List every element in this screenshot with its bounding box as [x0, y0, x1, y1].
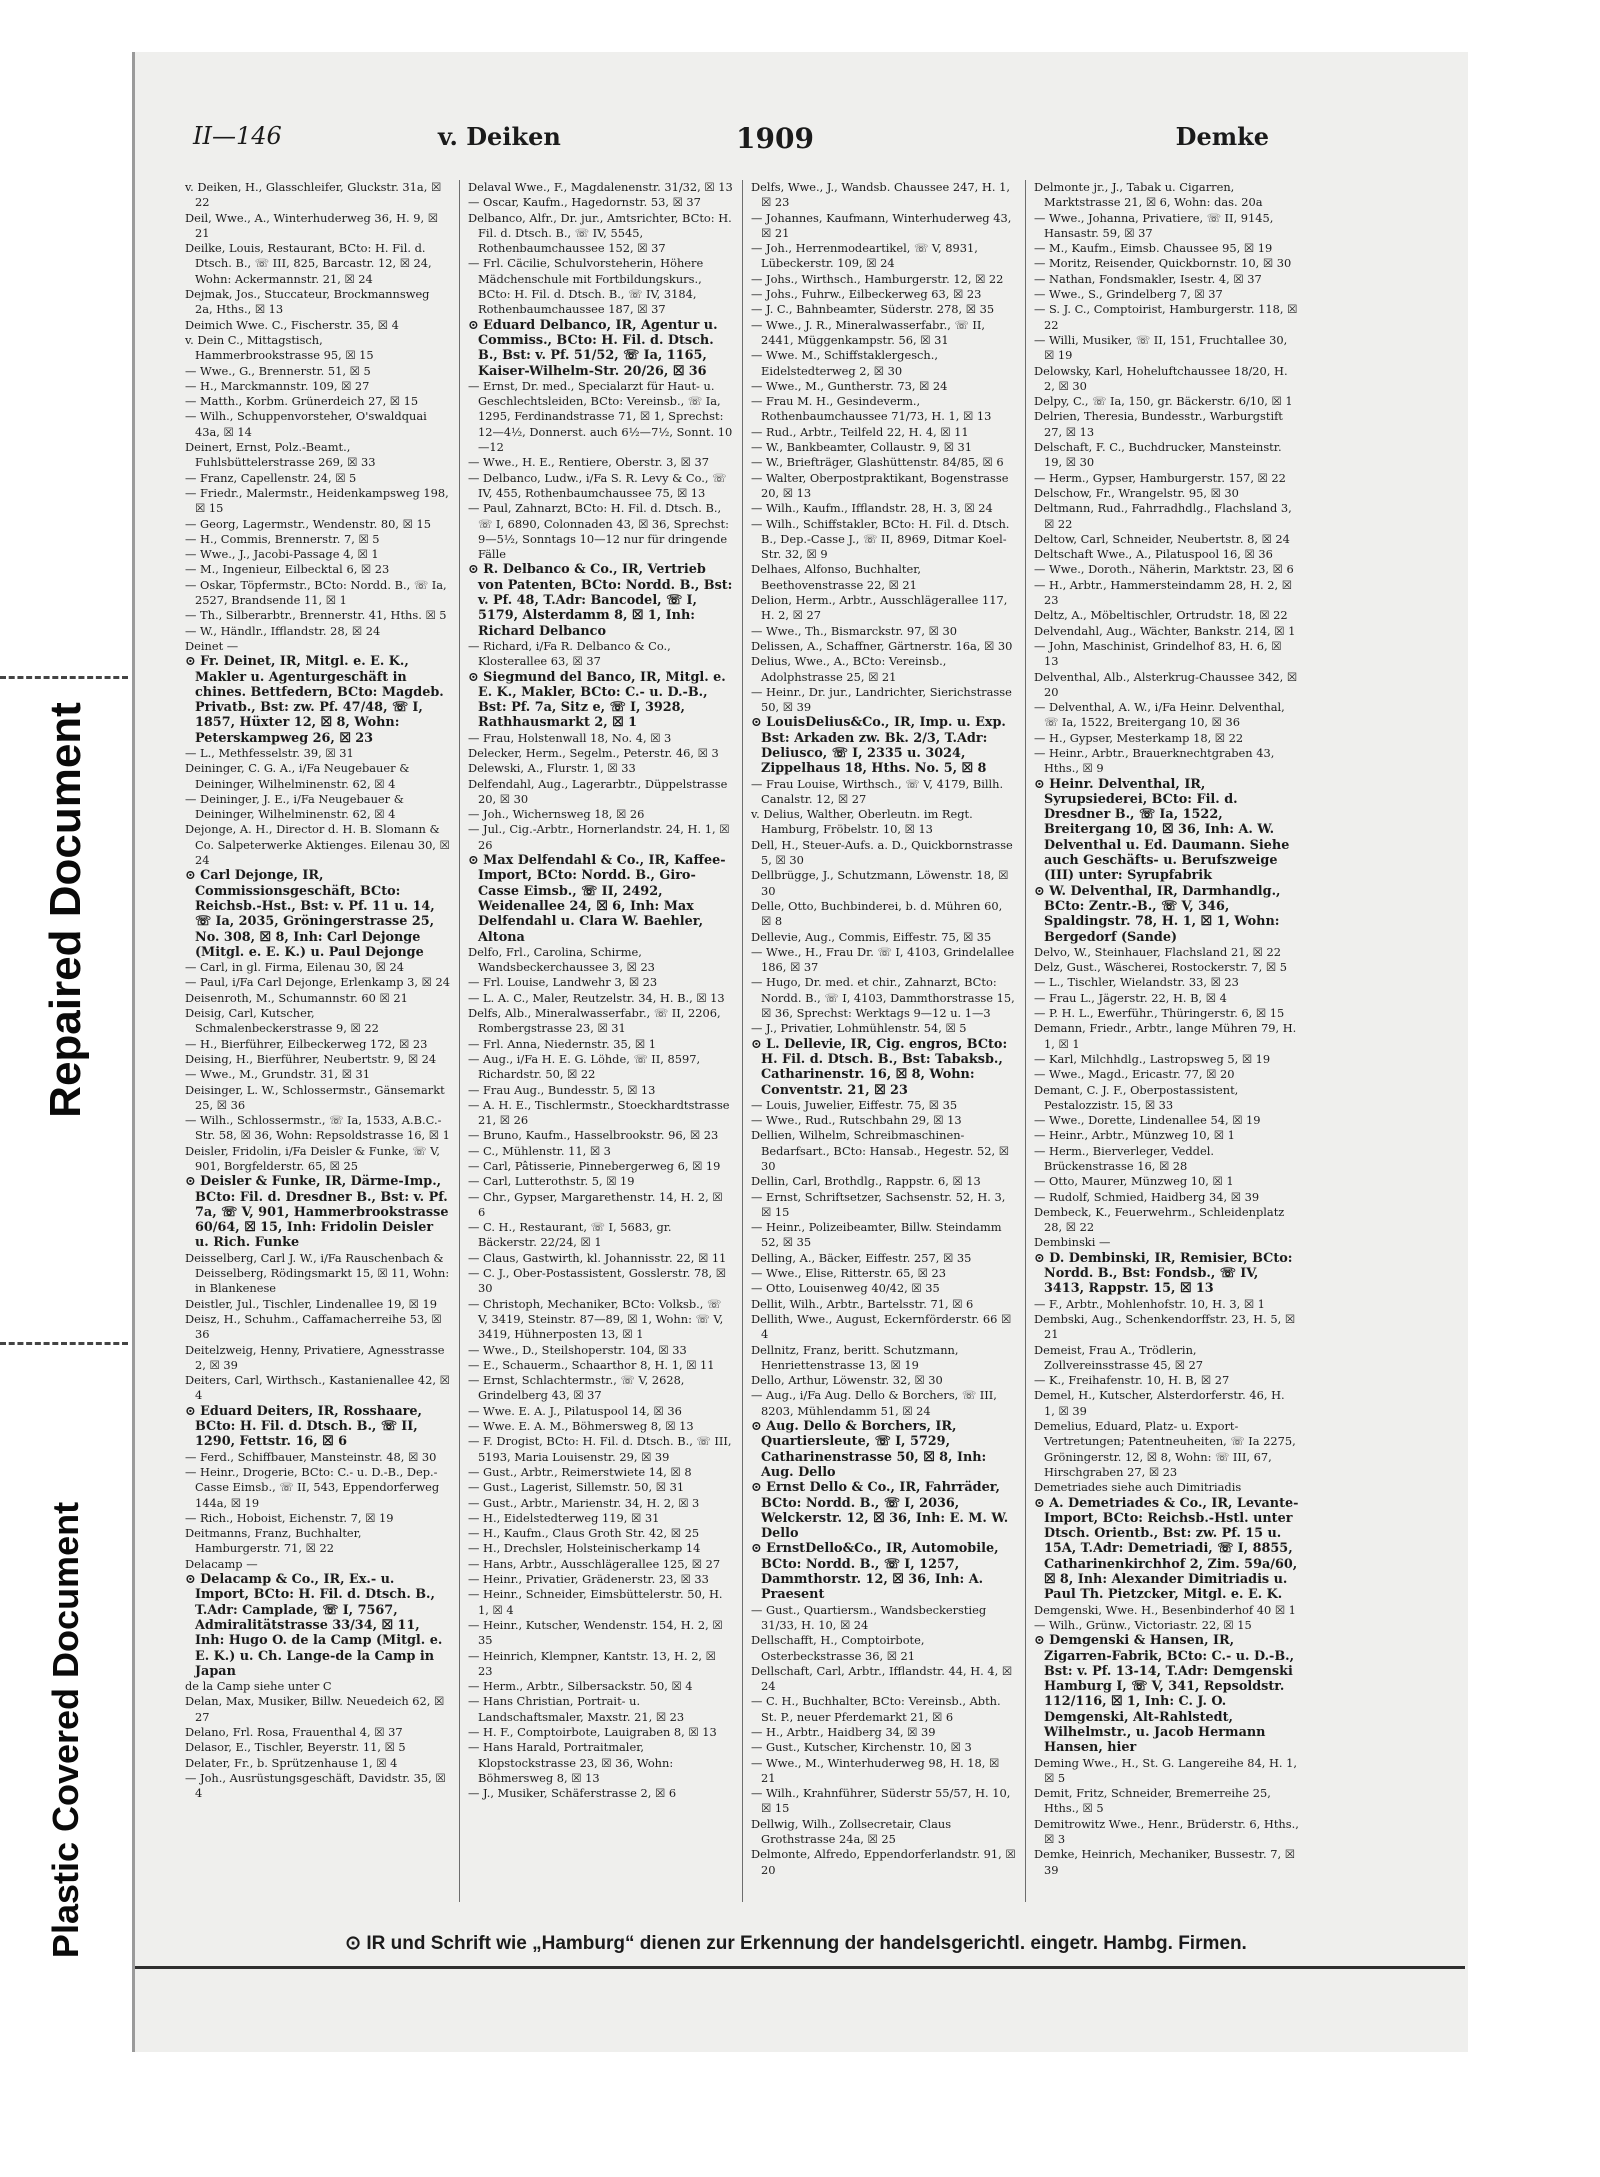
directory-entry: — J., Musiker, Schäferstrasse 2, ☒ 6	[468, 1786, 677, 1801]
directory-entry: — Wwe., Th., Bismarckstr. 97, ☒ 30	[751, 623, 957, 638]
directory-entry: — M., Kaufm., Eimsb. Chaussee 95, ☒ 19	[1034, 241, 1273, 256]
directory-entry: Deltz, A., Möbeltischler, Ortrudstr. 18, ☒ 22	[1034, 608, 1288, 623]
directory-entry: Dembinski —	[1034, 1235, 1111, 1250]
directory-entry: Deiters, Carl, Wirthsch., Kastanienallee 42, ☒ 4	[185, 1373, 450, 1403]
directory-entry: — Ernst, Dr. med., Specialarzt für Haut- u. Geschlechtsleiden, BCto: Vereinsb., ☏ Ia, 1295, Ferdinandstrasse 71, ☒ 1, Sprechst: 12—4½, Donnerst. auch 6½—7½, Sonnt. 10—12	[468, 378, 733, 455]
column-rule	[742, 180, 743, 1902]
directory-entry: — Rudolf, Schmied, Haidberg 34, ☒ 39	[1034, 1189, 1260, 1204]
directory-entry: — L., Tischler, Wielandstr. 33, ☒ 23	[1034, 975, 1239, 990]
directory-entry: — Wwe., D., Steilshoperstr. 104, ☒ 33	[468, 1342, 687, 1357]
directory-entry: — H., Kaufm., Claus Groth Str. 42, ☒ 25	[468, 1526, 700, 1541]
directory-entry: — Delventhal, A. W., i/Fa Heinr. Delventhal, ☏ Ia, 1522, Breitergang 10, ☒ 36	[1034, 700, 1285, 730]
directory-entry: v. Delius, Walther, Oberleutn. im Regt. Hamburg, Fröbelstr. 10, ☒ 13	[751, 807, 973, 837]
directory-entry: — A. H. E., Tischlermstr., Stoeckhardtstrasse 21, ☒ 26	[468, 1097, 730, 1128]
directory-entry: Dellevie, Aug., Commis, Eiffestr. 75, ☒ 35	[751, 929, 992, 944]
directory-entry: — Herm., Arbtr., Silbersackstr. 50, ☒ 4	[468, 1679, 693, 1694]
directory-entry: — Heinr., Arbtr., Münzweg 10, ☒ 1	[1034, 1128, 1235, 1143]
directory-entry: Delrien, Theresia, Bundesstr., Warburgstift 27, ☒ 13	[1034, 409, 1283, 439]
directory-entry: — Wwe., H. E., Rentiere, Oberstr. 3, ☒ 37	[468, 455, 709, 470]
directory-entry: — J., Privatier, Lohmühlenstr. 54, ☒ 5	[751, 1021, 967, 1036]
directory-entry: Demetriades siehe auch Dimitriadis	[1034, 1480, 1242, 1495]
directory-entry: — Wilh., Grünw., Victoriastr. 22, ☒ 15	[1034, 1617, 1252, 1632]
directory-entry: — Wwe. E. A. M., Böhmersweg 8, ☒ 13	[468, 1419, 694, 1434]
directory-entry: — Frl. Cäcilie, Schulvorsteherin, Höhere Mädchenschule mit Fortbildungskurs., BCto: H. Fil. d. Dtsch. B., ☏ IV, 3184, Rothenbaumchaussee 187, ☒ 37	[468, 256, 704, 317]
firm-entry: ⊙ Eduard Deiters, IR, Rosshaare, BCto: H. Fil. d. Dtsch. B., ☏ II, 1290, Fettstr. 16, ☒ 6	[185, 1403, 422, 1450]
column-rule	[1025, 180, 1026, 1902]
directory-entry: Deitmanns, Franz, Buchhalter, Hamburgerstr. 71, ☒ 22	[185, 1526, 362, 1556]
directory-entry: — Gust., Arbtr., Marienstr. 34, H. 2, ☒ 3	[468, 1495, 700, 1510]
directory-entry: Delventhal, Alb., Alsterkrug-Chaussee 342, ☒ 20	[1034, 669, 1298, 699]
directory-entry: Dellbrügge, J., Schutzmann, Löwenstr. 18, ☒ 30	[751, 868, 1009, 898]
directory-entry: Dellit, Wilh., Arbtr., Bartelsstr. 71, ☒ 6	[751, 1296, 974, 1311]
page-number: II—146	[193, 122, 282, 150]
directory-entry: Delano, Frl. Rosa, Frauenthal 4, ☒ 37	[185, 1724, 403, 1739]
directory-entry: — Wilh., Schiffstakler, BCto: H. Fil. d. Dtsch. B., Dep.-Casse J., ☏ II, 8969, Ditmar Koel-Str. 32, ☒ 9	[751, 516, 1010, 562]
directory-entry: — Wwe., M., Grundstr. 31, ☒ 31	[185, 1067, 371, 1082]
directory-entry: — C. J., Ober-Postassistent, Gosslerstr. 78, ☒ 30	[468, 1266, 726, 1296]
directory-entry: — John, Maschinist, Grindelhof 83, H. 6, ☒ 13	[1034, 638, 1282, 669]
directory-entry: — Claus, Gastwirth, kl. Johannisstr. 22, ☒ 11	[468, 1250, 727, 1265]
directory-entry: Delewski, A., Flurstr. 1, ☒ 33	[468, 761, 636, 776]
directory-entry: — Nathan, Fondsmakler, Isestr. 4, ☒ 37	[1034, 271, 1262, 286]
directory-entry: Demke, Heinrich, Mechaniker, Bussestr. 7, ☒ 39	[1034, 1847, 1295, 1877]
directory-entry: — Oskar, Töpfermstr., BCto: Nordd. B., ☏ Ia, 2527, Brandsende 11, ☒ 1	[185, 577, 447, 608]
directory-entry: — Heinr., Arbtr., Brauerknechtgraben 43, Hths., ☒ 9	[1034, 745, 1275, 776]
directory-entry: Deltschaft Wwe., A., Pilatuspool 16, ☒ 36	[1034, 547, 1273, 562]
firm-entry: ⊙ W. Delventhal, IR, Darmhandlg., BCto: Zentr.-B., ☏ V, 346, Spaldingstr. 78, H. 1, ☒ 1, Wohn: Bergedorf (Sande)	[1034, 883, 1281, 945]
directory-entry: — Wwe., Elise, Ritterstr. 65, ☒ 23	[751, 1266, 946, 1281]
directory-entry: — Wwe., H., Frau Dr. ☏ I, 4103, Grindelallee 186, ☒ 37	[751, 944, 1015, 975]
directory-entry: v. Dein C., Mittagstisch, Hammerbrookstrasse 95, ☒ 15	[185, 332, 374, 363]
column-3	[751, 180, 1016, 1902]
directory-entry: — J. C., Bahnbeamter, Süderstr. 278, ☒ 35	[751, 302, 995, 317]
directory-entry: Delacamp —	[185, 1556, 258, 1571]
directory-entry: — Frau M. H., Gesindeverm., Rothenbaumchaussee 71/73, H. 1, ☒ 13	[751, 394, 992, 424]
directory-entry: — Paul, Zahnarzt, BCto: H. Fil. d. Dtsch. B., ☏ I, 6890, Colonnaden 43, ☒ 36, Sprechst: 9—5½, Sonntags 10—12 nur für dringende Fälle	[468, 501, 729, 562]
directory-entry: de la Camp siehe unter C	[185, 1679, 332, 1694]
directory-entry: Delfs, Alb., Mineralwasserfabr., ☏ II, 2206, Rombergstrasse 23, ☒ 31	[468, 1006, 721, 1036]
directory-columns	[185, 180, 1299, 1902]
directory-entry: Delfs, Wwe., J., Wandsb. Chaussee 247, H. 1, ☒ 23	[751, 180, 1010, 210]
firm-entry: ⊙ Fr. Deinet, IR, Mitgl. e. E. K., Makler u. Agenturgeschäft in chines. Bettfedern, BCto: Magdeb. Privatb., Bst: zw. Pf. 47/48, ☏ I, 1857, Hüxter 12, ☒ 8, Wohn: Peterskampweg 26, ☒ 23	[185, 654, 444, 746]
directory-entry: Dembski, Aug., Schenkendorffstr. 23, H. 5, ☒ 21	[1034, 1311, 1296, 1342]
directory-entry: Dejmak, Jos., Stuccateur, Brockmannsweg 2a, Hths., ☒ 13	[185, 287, 430, 317]
directory-entry: Demit, Fritz, Schneider, Bremerreihe 25, Hths., ☒ 5	[1034, 1786, 1271, 1816]
directory-entry: Deinert, Ernst, Polz.-Beamt., Fuhlsbüttelerstrasse 269, ☒ 33	[185, 440, 376, 470]
directory-entry: — Frau Louise, Wirthsch., ☏ V, 4179, Billh. Canalstr. 12, ☒ 27	[751, 776, 1004, 806]
directory-entry: — Georg, Lagermstr., Wendenstr. 80, ☒ 15	[185, 516, 431, 531]
directory-entry: — Richard, i/Fa R. Delbanco & Co., Klosterallee 63, ☒ 37	[468, 638, 671, 669]
directory-entry: — Chr., Gypser, Margarethenstr. 14, H. 2, ☒ 6	[468, 1189, 723, 1219]
directory-entry: — Johannes, Kaufmann, Winterhuderweg 43, ☒ 21	[751, 210, 1012, 240]
directory-entry: — Oscar, Kaufm., Hagedornstr. 53, ☒ 37	[468, 195, 701, 210]
directory-entry: Dellwig, Wilh., Zollsecretair, Claus Grothstrasse 24a, ☒ 25	[751, 1816, 952, 1847]
directory-entry: — Ernst, Schlachtermstr., ☏ V, 2628, Grindelberg 43, ☒ 37	[468, 1373, 685, 1403]
directory-entry: — Wwe., Magd., Ericastr. 77, ☒ 20	[1034, 1067, 1235, 1082]
directory-entry: Dellien, Wilhelm, Schreibmaschinen-Bedarfsart., BCto: Hansab., Hegestr. 52, ☒ 30	[751, 1128, 1009, 1173]
directory-entry: Demeist, Frau A., Trödlerin, Zollvereinsstrasse 45, ☒ 27	[1034, 1342, 1204, 1372]
column-2	[468, 180, 733, 1902]
directory-entry: Delater, Fr., b. Sprützenhause 1, ☒ 4	[185, 1755, 398, 1770]
directory-entry: — C., Mühlenstr. 11, ☒ 3	[468, 1143, 611, 1158]
firm-entry: ⊙ LouisDelius&Co., IR, Imp. u. Exp. Bst: Arkaden zw. Bk. 2/3, T.Adr: Deliusco, ☏ I, 2335 u. 3024, Zippelhaus 18, Hths. No. 5, ☒ 8	[751, 715, 1006, 777]
directory-entry: — Ernst, Schriftsetzer, Sachsenstr. 52, H. 3, ☒ 15	[751, 1189, 1006, 1219]
directory-entry: — Wwe. E. A. J., Pilatuspool 14, ☒ 36	[468, 1403, 682, 1418]
directory-entry: — H., Arbtr., Haidberg 34, ☒ 39	[751, 1724, 936, 1739]
directory-entry: — Th., Silberarbtr., Brennerstr. 41, Hths. ☒ 5	[185, 608, 447, 623]
directory-entry: Delmonte jr., J., Tabak u. Cigarren, Marktstrasse 21, ☒ 6, Wohn: das. 20a	[1034, 180, 1263, 210]
directory-entry: — Willi, Musiker, ☏ II, 151, Fruchtallee 30, ☒ 19	[1034, 332, 1288, 363]
directory-entry: Deilke, Louis, Restaurant, BCto: H. Fil. d. Dtsch. B., ☏ III, 825, Barcastr. 12, ☒ 24, Wohn: Ackermannstr. 21, ☒ 24	[185, 241, 432, 286]
directory-entry: — Frl. Louise, Landwehr 3, ☒ 23	[468, 975, 658, 990]
directory-entry: — Wwe., Rud., Rutschbahn 29, ☒ 13	[751, 1113, 962, 1128]
directory-entry: — Aug., i/Fa Aug. Dello & Borchers, ☏ III, 8203, Mühlendamm 51, ☒ 24	[751, 1388, 997, 1418]
header-year: 1909	[736, 122, 814, 155]
directory-entry: — Hans, Arbtr., Ausschlägerallee 125, ☒ 27	[468, 1556, 721, 1571]
directory-entry: — Paul, i/Fa Carl Dejonge, Erlenkamp 3, ☒ 24	[185, 975, 450, 990]
directory-entry: Delschaft, F. C., Buchdrucker, Mansteinstr. 19, ☒ 30	[1034, 440, 1282, 470]
directory-entry: — H., Bierführer, Eilbeckerweg 172, ☒ 23	[185, 1036, 428, 1051]
directory-entry: — Rud., Arbtr., Teilfeld 22, H. 4, ☒ 11	[751, 424, 969, 439]
directory-entry: Delius, Wwe., A., BCto: Vereinsb., Adolphstrasse 25, ☒ 21	[751, 654, 947, 684]
directory-entry: — Gust., Lagerist, Sillemstr. 50, ☒ 31	[468, 1480, 685, 1495]
dash-top	[0, 676, 128, 679]
directory-entry: — Wilh., Krahnführer, Süderstr 55/57, H. 10, ☒ 15	[751, 1786, 1011, 1816]
firm-entry: ⊙ Max Delfendahl & Co., IR, Kaffee-Import, BCto: Nordd. B., Giro-Casse Eimsb., ☏ II, 2492, Weidenallee 24, ☒ 6, Inh: Max Delfendahl u. Clara W. Baehler, Altona	[468, 853, 726, 945]
directory-entry: — Frau L., Jägerstr. 22, H. B, ☒ 4	[1034, 990, 1227, 1005]
directory-entry: — Gust., Kutscher, Kirchenstr. 10, ☒ 3	[751, 1740, 972, 1755]
directory-entry: — Frau Aug., Bundesstr. 5, ☒ 13	[468, 1082, 656, 1097]
directory-entry: — Wwe., Dorette, Lindenallee 54, ☒ 19	[1034, 1113, 1261, 1128]
directory-entry: — Otto, Louisenweg 40/42, ☒ 35	[751, 1281, 940, 1296]
firm-entry: ⊙ Delacamp & Co., IR, Ex.- u. Import, BCto: H. Fil. d. Dtsch. B., T.Adr: Camplade, ☏ I, 7567, Admiralitätstrasse 33/34, ☒ 11, Inh: Hugo O. de la Camp (Mitgl. e. E. K.) u. Ch. Lange-de la Camp in Japan	[185, 1572, 443, 1679]
directory-entry: — Wilh., Kaufm., Ifflandstr. 28, H. 3, ☒ 24	[751, 501, 993, 516]
directory-entry: Dellschafft, H., Comptoirbote, Osterbeckstrasse 36, ☒ 21	[751, 1633, 925, 1663]
directory-entry: — Heinr., Privatier, Grädenerstr. 23, ☒ 33	[468, 1572, 709, 1587]
directory-entry: — Hans Harald, Portraitmaler, Klopstockstrasse 23, ☒ 36, Wohn: Böhmersweg 8, ☒ 13	[468, 1740, 674, 1785]
directory-entry: — Hans Christian, Portrait- u. Landschaftsmaler, Maxstr. 21, ☒ 23	[468, 1694, 685, 1724]
directory-entry: — M., Ingenieur, Eilbecktal 6, ☒ 23	[185, 562, 390, 577]
directory-entry: — Louis, Juwelier, Eiffestr. 75, ☒ 35	[751, 1097, 958, 1112]
running-header	[193, 122, 1269, 162]
directory-entry: Dellith, Wwe., August, Eckernförderstr. 66 ☒ 4	[751, 1311, 1012, 1342]
directory-entry: Delhaes, Alfonso, Buchhalter, Beethovenstrasse 22, ☒ 21	[751, 562, 922, 592]
directory-entry: — F., Arbtr., Mohlenhofstr. 10, H. 3, ☒ 1	[1034, 1296, 1265, 1311]
directory-entry: — Joh., Herrenmodeartikel, ☏ V, 8931, Lübeckerstr. 109, ☒ 24	[751, 241, 978, 271]
side-strip	[0, 0, 132, 2177]
directory-entry: — Carl, Lutterothstr. 5, ☒ 19	[468, 1174, 635, 1189]
directory-entry: Delecker, Herm., Segelm., Peterstr. 46, ☒ 3	[468, 745, 719, 760]
directory-entry: — Gust., Quartiersm., Wandsbeckerstieg 31/33, H. 10, ☒ 24	[751, 1602, 987, 1632]
header-last-entry: Demke	[1175, 122, 1269, 151]
directory-entry: — Johs., Wirthsch., Hamburgerstr. 12, ☒ 22	[751, 271, 1004, 286]
directory-entry: — Deininger, J. E., i/Fa Neugebauer & Deininger, Wilhelminenstr. 62, ☒ 4	[185, 791, 404, 822]
directory-entry: — Johs., Fuhrw., Eilbeckerweg 63, ☒ 23	[751, 287, 982, 302]
directory-entry: Demitrowitz Wwe., Henr., Brüderstr. 6, Hths., ☒ 3	[1034, 1816, 1299, 1847]
directory-entry: Delle, Otto, Buchbinderei, b. d. Mühren 60, ☒ 8	[751, 898, 1003, 929]
directory-entry: Deinet —	[185, 638, 239, 653]
directory-entry: Deisz, H., Schuhm., Caffamacherreihe 53, ☒ 36	[185, 1311, 442, 1342]
firm-entry: ⊙ A. Demetriades & Co., IR, Levante-Import, BCto: Reichsb.-Hstl. unter Dtsch. Orientb., Bst: zw. Pf. 15 u. 15A, T.Adr: Demetriadi, ☏ I, 8855, Catharinenkirchhof 2, Zim. 59a/60, ☒ 8, Inh: Alexander Dimitriadis u. Paul Th. Pietzcker, Mitgl. e. E. K.	[1034, 1495, 1299, 1603]
directory-entry: — W., Bankbeamter, Collaustr. 9, ☒ 31	[751, 440, 973, 455]
directory-entry: — W., Briefträger, Glashüttenstr. 84/85, ☒ 6	[751, 455, 1004, 470]
directory-entry: — Wwe., Doroth., Näherin, Marktstr. 23, ☒ 6	[1034, 562, 1294, 577]
header-first-entry: v. Deiken	[438, 122, 561, 151]
directory-entry: v. Deiken, H., Glasschleifer, Gluckstr. 31a, ☒ 22	[185, 180, 442, 210]
directory-entry: — Wwe., M., Winterhuderweg 98, H. 18, ☒ 21	[751, 1755, 1000, 1785]
directory-entry: — Heinr., Dr. jur., Landrichter, Sierichstrasse 50, ☒ 39	[751, 684, 1012, 715]
directory-entry: Demelius, Eduard, Platz- u. Export-Vertretungen; Patentneuheiten, ☏ Ia 2275, Gröningerstr. 12, ☒ 8, Wohn: ☏ III, 67, Hirschgraben 27, ☒ 23	[1034, 1419, 1296, 1479]
directory-entry: Deimich Wwe. C., Fischerstr. 35, ☒ 4	[185, 317, 399, 332]
directory-entry: — P. H. L., Ewerführ., Thüringerstr. 6, ☒ 15	[1034, 1006, 1285, 1021]
directory-entry: Delaval Wwe., F., Magdalenenstr. 31/32, ☒ 13	[468, 180, 733, 194]
directory-entry: Deltow, Carl, Schneider, Neubertstr. 8, ☒ 24	[1034, 531, 1290, 546]
firm-entry: ⊙ Eduard Delbanco, IR, Agentur u. Commiss., BCto: H. Fil. d. Dtsch. B., Bst: v. Pf. 51/52, ☏ Ia, 1165, Kaiser-Wilhelm-Str. 20/26, ☒ 36	[468, 317, 718, 379]
directory-entry: — Frau, Holstenwall 18, No. 4, ☒ 3	[468, 730, 672, 745]
directory-entry: — H., Eidelstedterweg 119, ☒ 31	[468, 1510, 660, 1525]
firm-entry: ⊙ D. Dembinski, IR, Remisier, BCto: Nordd. B., Bst: Fondsb., ☏ IV, 3413, Rappstr. 15, ☒ 13	[1034, 1250, 1293, 1297]
directory-entry: — Heinr., Drogerie, BCto: C.- u. D.-B., Dep.-Casse Eimsb., ☏ II, 543, Eppendorferweg 144a, ☒ 19	[185, 1464, 440, 1510]
directory-entry: Deininger, C. G. A., i/Fa Neugebauer & Deininger, Wilhelminenstr. 62, ☒ 4	[185, 761, 410, 791]
directory-entry: — H., Marckmannstr. 109, ☒ 27	[185, 378, 370, 393]
directory-entry: Demann, Friedr., Arbtr., lange Mühren 79, H. 1, ☒ 1	[1034, 1021, 1297, 1051]
directory-entry: Demel, H., Kutscher, Alsterdorferstr. 46, H. 1, ☒ 39	[1034, 1388, 1285, 1418]
firm-entry: ⊙ L. Dellevie, IR, Cig. engros, BCto: H. Fil. d. Dtsch. B., Bst: Tabaksb., Catharinenstr. 16, ☒ 8, Wohn: Conventstr. 21, ☒ 23	[751, 1036, 1008, 1098]
directory-entry: Delz, Gust., Wäscherei, Rostockerstr. 7, ☒ 5	[1034, 960, 1287, 975]
directory-entry: Delan, Max, Musiker, Billw. Neuedeich 62, ☒ 27	[185, 1694, 445, 1724]
directory-entry: — Carl, Pâtisserie, Pinnebergerweg 6, ☒ 19	[468, 1159, 721, 1173]
firm-entry: ⊙ ErnstDello&Co., IR, Automobile, BCto: Nordd. B., ☏ I, 1257, Dammthorstr. 12, ☒ 36, Inh: A. Praesent	[751, 1541, 999, 1603]
directory-entry: — Wwe., J. R., Mineralwasserfabr., ☏ II, 2441, Müggenkampstr. 56, ☒ 31	[751, 317, 985, 347]
directory-entry: — Herm., Gypser, Hamburgerstr. 157, ☒ 22	[1034, 470, 1286, 485]
directory-entry: — Aug., i/Fa H. E. G. Löhde, ☏ II, 8597, Richardstr. 50, ☒ 22	[468, 1051, 701, 1082]
firm-entry: ⊙ Heinr. Delventhal, IR, Syrupsiederei, BCto: Fil. d. Dresdner B., ☏ Ia, 1522, Breitergang 10, ☒ 36, Inh: A. W. Delventhal u. Ed. Daumann. Siehe auch Geschäfts- u. Berufszweige (III) unter: Syrupfabrik	[1034, 776, 1290, 884]
directory-entry: — Wilh., Schuppenvorsteher, O'swaldquai 43a, ☒ 14	[185, 409, 427, 439]
directory-entry: — Heinr., Schneider, Eimsbüttelerstr. 50, H. 1, ☒ 4	[468, 1587, 723, 1617]
directory-entry: Deistler, Jul., Tischler, Lindenallee 19, ☒ 19	[185, 1296, 437, 1311]
dash-bottom	[0, 1342, 128, 1345]
directory-entry: Deisig, Carl, Kutscher, Schmalenbeckerstrasse 9, ☒ 22	[185, 1006, 379, 1036]
directory-entry: — Wwe. M., Schiffstaklergesch., Eidelstedterweg 2, ☒ 30	[751, 348, 939, 378]
directory-entry: Demant, C. J. F., Oberpostassistent, Pestalozzistr. 15, ☒ 33	[1034, 1082, 1239, 1112]
column-1	[185, 180, 450, 1902]
directory-entry: — C. H., Restaurant, ☏ I, 5683, gr. Bäckerstr. 22/24, ☒ 1	[468, 1220, 672, 1250]
directory-entry: — E., Schauerm., Schaarthor 8, H. 1, ☒ 11	[468, 1357, 715, 1372]
directory-entry: — Wwe., M., Guntherstr. 73, ☒ 24	[751, 378, 948, 393]
directory-entry: — Wwe., S., Grindelberg 7, ☒ 37	[1034, 287, 1223, 302]
directory-entry: Dellnitz, Franz, beritt. Schutzmann, Henriettenstrasse 13, ☒ 19	[751, 1342, 959, 1372]
directory-entry: Delschow, Fr., Wrangelstr. 95, ☒ 30	[1034, 485, 1239, 500]
directory-entry: Delissen, A., Schaffner, Gärtnerstr. 16a, ☒ 30	[751, 638, 1013, 653]
directory-entry: — Heinrich, Klempner, Kantstr. 13, H. 2, ☒ 23	[468, 1648, 716, 1678]
firm-entry: ⊙ Carl Dejonge, IR, Commissionsgeschäft, BCto: Reichsb.-Hst., Bst: v. Pf. 11 u. 14, ☏ Ia, 2035, Gröningerstrasse 25, No. 308, ☒ 8, Inh: Carl Dejonge (Mitgl. e. E. K.) u. Paul Dejonge	[185, 868, 435, 960]
directory-entry: Deisinger, L. W., Schlossermstr., Gänsemarkt 25, ☒ 36	[185, 1082, 445, 1112]
directory-entry: — Gust., Arbtr., Reimerstwiete 14, ☒ 8	[468, 1464, 692, 1479]
firm-entry: ⊙ Aug. Dello & Borchers, IR, Quartiersleute, ☏ I, 5729, Catharinenstrasse 50, ☒ 8, Inh: Aug. Dello	[751, 1419, 987, 1480]
directory-entry: Deltmann, Rud., Fahrradhdlg., Flachsland 3, ☒ 22	[1034, 501, 1292, 531]
directory-entry: — Heinr., Polizeibeamter, Billw. Steindamm 52, ☒ 35	[751, 1220, 1002, 1250]
directory-entry: Deisler, Fridolin, i/Fa Deisler & Funke, ☏ V, 901, Borgfelderstr. 65, ☒ 25	[185, 1143, 440, 1173]
directory-entry: — Wilh., Schlossermstr., ☏ Ia, 1533, A.B.C.-Str. 58, ☒ 36, Wohn: Repsoldstrasse 16, ☒ 1	[185, 1113, 450, 1143]
directory-entry: Delasor, E., Tischler, Beyerstr. 11, ☒ 5	[185, 1740, 406, 1755]
directory-entry: Dell, H., Steuer-Aufs. a. D., Quickbornstrasse 5, ☒ 30	[751, 837, 1013, 868]
directory-entry: Delvendahl, Aug., Wächter, Bankstr. 214, ☒ 1	[1034, 623, 1296, 638]
directory-entry: — L. A. C., Maler, Reutzelstr. 34, H. B., ☒ 13	[468, 990, 725, 1005]
directory-entry: Delowsky, Karl, Hoheluftchaussee 18/20, H. 2, ☒ 30	[1034, 363, 1288, 393]
directory-entry: — Bruno, Kaufm., Hasselbrookstr. 96, ☒ 23	[468, 1128, 719, 1143]
directory-entry: — F. Drogist, BCto: H. Fil. d. Dtsch. B., ☏ III, 5193, Maria Louisenstr. 29, ☒ 39	[468, 1434, 732, 1464]
directory-entry: — K., Freihafenstr. 10, H. B, ☒ 27	[1034, 1373, 1230, 1388]
directory-entry: — Frl. Anna, Niedernstr. 35, ☒ 1	[468, 1036, 657, 1051]
directory-entry: Delmonte, Alfredo, Eppendorferlandstr. 91, ☒ 20	[751, 1847, 1016, 1877]
directory-entry: Deming Wwe., H., St. G. Langereihe 84, H. 1, ☒ 5	[1034, 1755, 1298, 1785]
directory-entry: Demgenski, Wwe. H., Besenbinderhof 40 ☒ 1	[1034, 1602, 1296, 1617]
directory-entry: Delling, A., Bäcker, Eiffestr. 257, ☒ 35	[751, 1250, 972, 1265]
directory-entry: Delfo, Frl., Carolina, Schirme, Wandsbeckerchaussee 3, ☒ 23	[468, 944, 655, 975]
directory-entry: — Franz, Capellenstr. 24, ☒ 5	[185, 470, 357, 485]
directory-entry: — Christoph, Mechaniker, BCto: Volksb., ☏ V, 3419, Steinstr. 87—89, ☒ 1, Wohn: ☏ V, 3419, Hühnerposten 13, ☒ 1	[468, 1296, 724, 1342]
directory-entry: — Moritz, Reisender, Quickbornstr. 10, ☒ 30	[1034, 256, 1292, 271]
directory-entry: Deil, Wwe., A., Winterhuderweg 36, H. 9, ☒ 21	[185, 210, 438, 240]
directory-entry: — Jul., Cig.-Arbtr., Hornerlandstr. 24, H. 1, ☒ 26	[468, 822, 730, 852]
directory-entry: Deising, H., Bierführer, Neubertstr. 9, ☒ 24	[185, 1051, 437, 1066]
directory-entry: Deisselberg, Carl J. W., i/Fa Rauschenbach & Deisselberg, Rödingsmarkt 15, ☒ 11, Wohn: in Blankenese	[185, 1250, 450, 1296]
directory-entry: Delvo, W., Steinhauer, Flachsland 21, ☒ 22	[1034, 944, 1282, 959]
directory-entry: Deisenroth, M., Schumannstr. 60 ☒ 21	[185, 990, 408, 1005]
directory-entry: — Carl, in gl. Firma, Eilenau 30, ☒ 24	[185, 960, 404, 975]
directory-entry: — Wwe., J., Jacobi-Passage 4, ☒ 1	[185, 547, 379, 562]
scanned-page	[132, 52, 1468, 2052]
directory-entry: — Otto, Maurer, Münzweg 10, ☒ 1	[1034, 1174, 1234, 1189]
directory-entry: — Friedr., Malermstr., Heidenkampsweg 198, ☒ 15	[185, 485, 449, 516]
column-rule	[459, 180, 460, 1902]
directory-entry: — Rich., Hoboist, Eichenstr. 7, ☒ 19	[185, 1510, 394, 1525]
firm-entry: ⊙ Deisler & Funke, IR, Därme-Imp., BCto: Fil. d. Dresdner B., Bst: v. Pf. 7a, ☏ V, 901, Hammerbrookstrasse 60/64, ☒ 15, Inh: Fridolin Deisler u. Rich. Funke	[185, 1174, 449, 1251]
directory-entry: — Hugo, Dr. med. et chir., Zahnarzt, BCto: Nordd. B., ☏ I, 4103, Dammthorstrasse 15, ☒ 36, Sprechst: Werktags 9—12 u. 1—3	[751, 975, 1015, 1021]
directory-entry: — H., Arbtr., Hammersteindamm 28, H. 2, ☒ 23	[1034, 577, 1292, 608]
directory-entry: Deitelzweig, Henny, Privatiere, Agnesstrasse 2, ☒ 39	[185, 1342, 445, 1372]
directory-entry: — L., Methfesselstr. 39, ☒ 31	[185, 745, 354, 760]
directory-entry: Dellschaft, Carl, Arbtr., Ifflandstr. 44, H. 4, ☒ 24	[751, 1663, 1013, 1694]
directory-entry: Delfendahl, Aug., Lagerarbtr., Düppelstrasse 20, ☒ 30	[468, 776, 728, 806]
plastic-covered-document-label: Plastic Covered Document	[45, 1501, 86, 1959]
directory-entry: Delion, Herm., Arbtr., Ausschlägerallee 117, H. 2, ☒ 27	[751, 593, 1008, 623]
directory-entry: — Herm., Bierverleger, Veddel. Brückenstrasse 16, ☒ 28	[1034, 1143, 1214, 1173]
directory-entry: — Matth., Korbm. Grünerdeich 27, ☒ 15	[185, 394, 419, 409]
directory-entry: Dello, Arthur, Löwenstr. 32, ☒ 30	[751, 1373, 943, 1388]
firm-entry: ⊙ R. Delbanco & Co., IR, Vertrieb von Patenten, BCto: Nordd. B., Bst: v. Pf. 48, T.Adr: Bancodel, ☏ I, 5179, Alsterdamm 8, ☒ 1, Inh: Richard Delbanco	[468, 562, 733, 639]
directory-entry: Dembeck, K., Feuerwehrm., Schleidenplatz 28, ☒ 22	[1034, 1204, 1285, 1235]
footer-note: ⊙ IR und Schrift wie „Hamburg“ dienen zur Erkennung der handelsgerichtl. eingetr. Hambg. Firmen.	[345, 1933, 1247, 1954]
directory-entry: Delbanco, Alfr., Dr. jur., Amtsrichter, BCto: H. Fil. d. Dtsch. B., ☏ IV, 5545, Rothenbaumchaussee 152, ☒ 37	[468, 210, 732, 256]
directory-entry: — Delbanco, Ludw., i/Fa S. R. Levy & Co., ☏ IV, 455, Rothenbaumchaussee 75, ☒ 13	[468, 470, 727, 500]
column-4	[1034, 180, 1299, 1902]
firm-entry: ⊙ Siegmund del Banco, IR, Mitgl. e. E. K., Makler, BCto: C.- u. D.-B., Bst: Pf. 7a, Sitz e, ☏ I, 3928, Rathhausmarkt 2, ☒ 1	[468, 669, 726, 731]
directory-entry: Dellin, Carl, Brothdlg., Rappstr. 6, ☒ 13	[751, 1174, 981, 1189]
directory-entry: — H., Gypser, Mesterkamp 18, ☒ 22	[1034, 730, 1244, 745]
directory-entry: — H., Drechsler, Holsteinischerkamp 14	[468, 1541, 701, 1556]
directory-entry: — Ferd., Schiffbauer, Mansteinstr. 48, ☒ 30	[185, 1449, 437, 1464]
firm-entry: ⊙ Demgenski & Hansen, IR, Zigarren-Fabrik, BCto: C.- u. D.-B., Bst: v. Pf. 13-14, T.Adr: Demgenski Hamburg I, ☏ V, 341, Repsoldstr. 112/116, ☒ 1, Inh: C. J. O. Demgenski, Alt-Rahlstedt, Wilhelmstr., u. Jacob Hermann Hansen, hier	[1034, 1633, 1295, 1756]
directory-entry: — Joh., Ausrüstungsgeschäft, Davidstr. 35, ☒ 4	[185, 1770, 446, 1801]
repaired-document-label: Repaired Document	[41, 702, 90, 1118]
directory-entry: — S. J. C., Comptoirist, Hamburgerstr. 118, ☒ 22	[1034, 302, 1298, 332]
directory-entry: — Karl, Milchhdlg., Lastropsweg 5, ☒ 19	[1034, 1051, 1271, 1066]
directory-entry: — Joh., Wichernsweg 18, ☒ 26	[468, 807, 645, 822]
directory-entry: Delpy, C., ☏ Ia, 150, gr. Bäckerstr. 6/10, ☒ 1	[1034, 394, 1293, 409]
directory-entry: — H. F., Comptoirbote, Lauigraben 8, ☒ 13	[468, 1724, 717, 1739]
directory-entry: — Walter, Oberpostpraktikant, Bogenstrasse 20, ☒ 13	[751, 470, 1009, 500]
directory-entry: Dejonge, A. H., Director d. H. B. Slomann & Co. Salpeterwerke Aktienges. Eilenau 30, ☒ 24	[185, 822, 450, 868]
directory-entry: — Heinr., Kutscher, Wendenstr. 154, H. 2, ☒ 35	[468, 1617, 723, 1648]
firm-entry: ⊙ Ernst Dello & Co., IR, Fahrräder, BCto: Nordd. B., ☏ I, 2036, Welckerstr. 12, ☒ 36, Inh: E. M. W. Dello	[751, 1480, 1009, 1542]
directory-entry: — Wwe., G., Brennerstr. 51, ☒ 5	[185, 363, 371, 378]
directory-entry: — Wwe., Johanna, Privatiere, ☏ II, 9145, Hansastr. 59, ☒ 37	[1034, 210, 1274, 240]
directory-entry: — W., Händlr., Ifflandstr. 28, ☒ 24	[185, 623, 381, 638]
directory-entry: — H., Commis, Brennerstr. 7, ☒ 5	[185, 531, 380, 546]
bottom-rule	[135, 1966, 1465, 1969]
directory-entry: — C. H., Buchhalter, BCto: Vereinsb., Abth. St. P., neuer Pferdemarkt 21, ☒ 6	[751, 1694, 1001, 1724]
